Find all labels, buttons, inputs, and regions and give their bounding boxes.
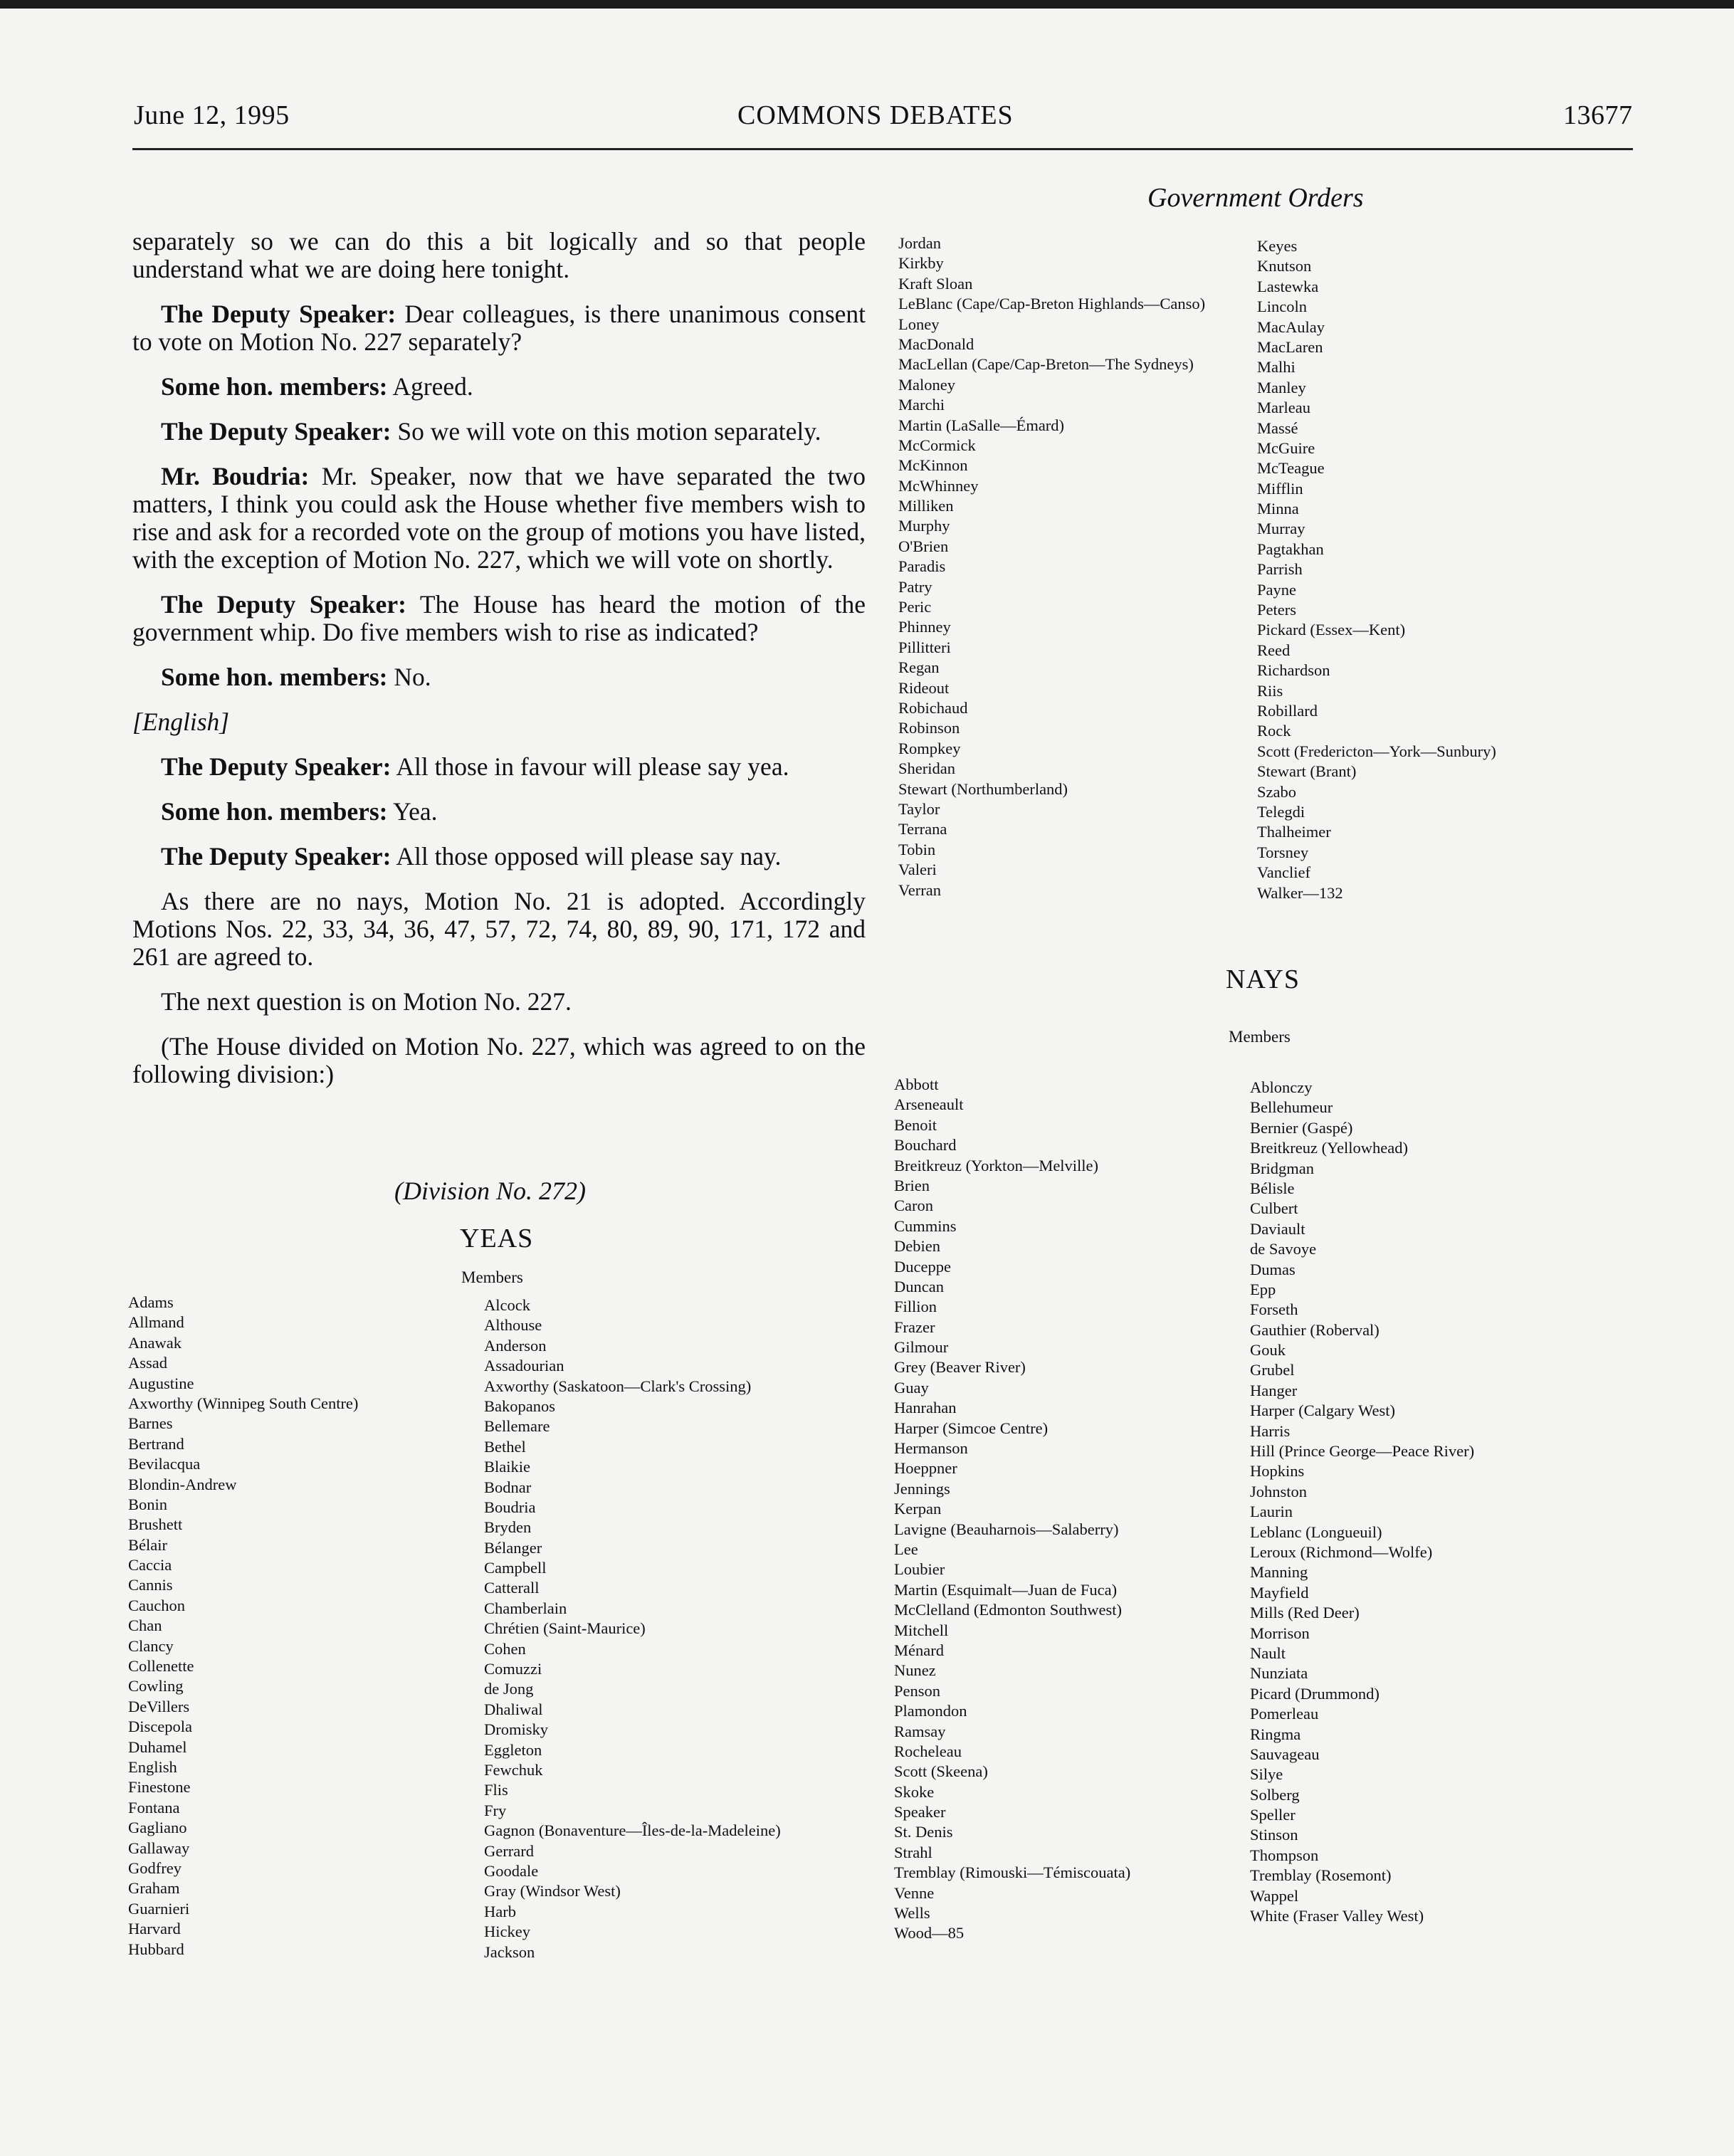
member-name: Discepola — [128, 1718, 192, 1736]
member-name: Stewart (Brant) — [1257, 762, 1357, 781]
member-name: White (Fraser Valley West) — [1250, 1907, 1424, 1925]
member-name: Axworthy (Saskatoon—Clark's Crossing) — [484, 1377, 752, 1395]
member-name: Hoeppner — [894, 1459, 957, 1478]
member-name: Wells — [894, 1904, 930, 1923]
member-name: Tremblay (Rimouski—Témiscouata) — [894, 1863, 1131, 1882]
member-name: Caccia — [128, 1556, 172, 1574]
member-name: McGuire — [1257, 438, 1315, 457]
member-name: Hickey — [484, 1923, 530, 1941]
nays-members-label: Members — [1229, 1028, 1291, 1046]
member-name: Richardson — [1257, 661, 1330, 680]
member-name: Mills (Red Deer) — [1250, 1604, 1360, 1622]
member-name: Robinson — [898, 719, 960, 737]
paragraph-text: Agreed. — [392, 372, 473, 401]
member-name: St. Denis — [894, 1823, 953, 1841]
debate-paragraph — [132, 418, 866, 446]
member-name: Chan — [128, 1616, 162, 1635]
member-name: Axworthy (Winnipeg South Centre) — [128, 1394, 359, 1412]
debate-paragraph — [132, 988, 866, 1016]
paragraph-text: The House has heard the motion of the government whip. Do five members wish to rise as indicated? — [132, 590, 866, 646]
debate-paragraph — [132, 753, 866, 781]
member-name: Grey (Beaver River) — [894, 1358, 1026, 1377]
speaker-name: The Deputy Speaker: — [161, 842, 392, 871]
member-name: Debien — [894, 1237, 940, 1256]
member-name: Riis — [1257, 681, 1283, 700]
member-name: Nunziata — [1250, 1664, 1308, 1683]
member-name: Gerrard — [484, 1841, 534, 1860]
member-name: Harris — [1250, 1421, 1291, 1440]
member-name: Jennings — [894, 1479, 950, 1498]
member-name: Thalheimer — [1257, 823, 1331, 841]
member-name: Plamondon — [894, 1702, 967, 1720]
member-name: Patry — [898, 577, 932, 596]
yeas-column-2 — [484, 1295, 781, 1962]
member-name: Silye — [1250, 1765, 1283, 1784]
member-name: Maloney — [898, 375, 955, 394]
member-name: Augustine — [128, 1374, 194, 1392]
scan-top-edge — [0, 0, 1734, 9]
member-name: Tremblay (Rosemont) — [1250, 1866, 1392, 1885]
member-name: Guarnieri — [128, 1899, 190, 1918]
member-name: Harb — [484, 1902, 516, 1920]
yeas-members-label: Members — [461, 1268, 523, 1286]
member-name: Allmand — [128, 1313, 184, 1332]
member-name: Culbert — [1250, 1199, 1298, 1218]
member-name: Godfrey — [128, 1858, 182, 1877]
member-name: Robillard — [1257, 701, 1318, 720]
member-name: Venne — [894, 1883, 935, 1902]
member-name: Penson — [894, 1681, 941, 1700]
member-name: Payne — [1257, 580, 1296, 599]
member-name: Jordan — [898, 234, 941, 252]
member-name: Caron — [894, 1197, 933, 1215]
member-name: Peric — [898, 598, 932, 616]
nays-heading: NAYS — [1226, 964, 1300, 994]
member-name: Chamberlain — [484, 1599, 567, 1617]
member-name: Adams — [128, 1293, 174, 1311]
member-name: Hubbard — [128, 1940, 184, 1958]
member-name: McKinnon — [898, 456, 968, 475]
member-name: de Jong — [484, 1680, 534, 1698]
member-name: Goodale — [484, 1861, 539, 1880]
member-name: Kerpan — [894, 1500, 942, 1518]
member-name: Murray — [1257, 520, 1305, 538]
member-name: Bellemare — [484, 1417, 550, 1436]
paragraph-text: All those opposed will please say nay. — [396, 842, 782, 871]
member-name: Ablonczy — [1250, 1078, 1313, 1096]
speaker-name: The Deputy Speaker: — [161, 300, 396, 328]
paragraph-text: (The House divided on Motion No. 227, which was agreed to on the following division:) — [132, 1032, 866, 1088]
member-name: Bouchard — [894, 1136, 957, 1155]
member-name: MacLaren — [1257, 337, 1323, 356]
member-name: Daviault — [1250, 1219, 1305, 1238]
member-name: Grubel — [1250, 1361, 1295, 1379]
member-name: Clancy — [128, 1636, 174, 1655]
member-name: Frazer — [894, 1318, 935, 1336]
member-name: Manley — [1257, 378, 1306, 396]
member-name: Speaker — [894, 1803, 946, 1821]
member-name: Bélisle — [1250, 1179, 1295, 1197]
member-name: Dhaliwal — [484, 1700, 543, 1718]
member-name: Catterall — [484, 1579, 540, 1597]
member-name: Rock — [1257, 722, 1291, 740]
member-name: Rocheleau — [894, 1742, 962, 1760]
debate-paragraph — [132, 228, 866, 283]
member-name: Hanrahan — [894, 1399, 957, 1417]
member-name: Hopkins — [1250, 1462, 1305, 1481]
member-name: Hill (Prince George—Peace River) — [1250, 1442, 1475, 1461]
member-name: Gilmour — [894, 1338, 949, 1357]
member-name: Parrish — [1257, 560, 1303, 579]
member-name: Bodnar — [484, 1478, 532, 1496]
yeas-column-4 — [1257, 236, 1496, 903]
member-name: Pickard (Essex—Kent) — [1257, 621, 1406, 639]
member-name: Laurin — [1250, 1503, 1293, 1521]
member-name: Murphy — [898, 517, 950, 535]
member-name: Rideout — [898, 678, 950, 697]
header-title: COMMONS DEBATES — [737, 100, 1014, 130]
member-name: Fry — [484, 1801, 507, 1819]
speaker-name: Some hon. members: — [161, 663, 388, 691]
member-name: Guay — [894, 1378, 929, 1397]
member-name: Knutson — [1257, 257, 1312, 275]
debate-paragraph — [132, 591, 866, 646]
speaker-name: Mr. Boudria: — [161, 462, 310, 490]
speaker-name: Some hon. members: — [161, 372, 388, 401]
member-name: Bernier (Gaspé) — [1250, 1118, 1353, 1137]
member-name: Cohen — [484, 1639, 526, 1658]
member-name: Cannis — [128, 1576, 173, 1594]
member-name: Finestone — [128, 1778, 191, 1797]
member-name: Vanclief — [1257, 863, 1310, 882]
member-name: Gray (Windsor West) — [484, 1882, 621, 1900]
member-name: Althouse — [484, 1316, 542, 1335]
member-name: Duceppe — [894, 1257, 951, 1276]
member-name: Robichaud — [898, 698, 968, 717]
member-name: Bonin — [128, 1495, 168, 1513]
member-name: Lastewka — [1257, 277, 1319, 295]
member-name: Malhi — [1257, 358, 1296, 377]
member-name: Johnston — [1250, 1482, 1308, 1500]
member-name: Gauthier (Roberval) — [1250, 1320, 1380, 1339]
member-name: Martin (LaSalle—Émard) — [898, 416, 1065, 434]
member-name: Leroux (Richmond—Wolfe) — [1250, 1542, 1433, 1561]
member-name: Keyes — [1257, 237, 1298, 255]
debate-paragraphs-1 — [132, 228, 866, 691]
member-name: DeVillers — [128, 1697, 190, 1715]
member-name: Lavigne (Beauharnois—Salaberry) — [894, 1520, 1119, 1538]
paragraph-text: So we will vote on this motion separately. — [397, 417, 821, 446]
speaker-name: The Deputy Speaker: — [161, 590, 406, 619]
member-name: Marleau — [1257, 399, 1310, 417]
member-name: Bryden — [484, 1518, 532, 1537]
member-name: Leblanc (Longueuil) — [1250, 1523, 1382, 1541]
member-name: English — [128, 1757, 177, 1776]
member-name: Cauchon — [128, 1596, 185, 1614]
member-name: Bevilacqua — [128, 1455, 201, 1473]
member-name: MacLellan (Cape/Cap-Breton—The Sydneys) — [898, 355, 1194, 374]
member-name: Kraft Sloan — [898, 274, 973, 293]
member-name: Speller — [1250, 1806, 1296, 1824]
member-name: Terrana — [898, 820, 947, 838]
member-name: Comuzzi — [484, 1660, 542, 1678]
paragraph-text: Yea. — [393, 797, 438, 826]
member-name: Valeri — [898, 861, 937, 879]
member-name: Chrétien (Saint-Maurice) — [484, 1619, 646, 1638]
member-name: Bertrand — [128, 1434, 184, 1453]
member-name: Anderson — [484, 1336, 547, 1355]
member-name: Bellehumeur — [1250, 1098, 1333, 1117]
member-name: Mitchell — [894, 1621, 949, 1639]
member-name: Anawak — [128, 1333, 182, 1352]
member-name: LeBlanc (Cape/Cap-Breton Highlands—Canso) — [898, 295, 1206, 313]
yeas-heading: YEAS — [460, 1224, 534, 1253]
speaker-name: The Deputy Speaker: — [161, 752, 392, 781]
member-name: Lee — [894, 1540, 918, 1558]
member-name: MacAulay — [1257, 317, 1325, 336]
member-name: Solberg — [1250, 1785, 1300, 1804]
header-rule — [132, 148, 1633, 150]
nays-column-1 — [894, 1075, 1130, 1944]
member-name: Martin (Esquimalt—Juan de Fuca) — [894, 1580, 1118, 1599]
member-name: Szabo — [1257, 782, 1296, 801]
member-name: Walker—132 — [1257, 883, 1343, 902]
member-name: Harvard — [128, 1920, 181, 1938]
member-name: Fewchuk — [484, 1760, 543, 1779]
member-name: Bethel — [484, 1437, 526, 1456]
member-name: Thompson — [1250, 1846, 1319, 1864]
member-name: Gagliano — [128, 1819, 187, 1837]
member-name: Harper (Calgary West) — [1250, 1402, 1395, 1420]
member-name: Reed — [1257, 641, 1291, 659]
member-name: Tobin — [898, 840, 936, 858]
member-name: Abbott — [894, 1076, 939, 1093]
member-name: Scott (Skeena) — [894, 1762, 988, 1781]
member-name: Brushett — [128, 1515, 183, 1534]
paragraph-text: Mr. Speaker, now that we have separated the two matters, I think you could ask the House whether five members wish to rise and ask for a recorded vote on the group of motions you have listed, with the exception of Motion No. 227, which we will vote on shortly. — [132, 462, 866, 574]
member-name: Loney — [898, 315, 940, 333]
member-name: Milliken — [898, 497, 954, 515]
language-marker: [English] — [132, 708, 230, 736]
member-name: Manning — [1250, 1563, 1308, 1582]
member-name: Bélanger — [484, 1538, 542, 1557]
member-name: Lincoln — [1257, 298, 1307, 316]
paragraph-text: As there are no nays, Motion No. 21 is adopted. Accordingly Motions Nos. 22, 33, 34, 36, 47, 57, 72, 74, 80, 89, 90, 171, 172 and 261 are agreed to. — [132, 887, 866, 971]
member-name: Breitkreuz (Yorkton—Melville) — [894, 1156, 1099, 1174]
member-name: Verran — [898, 880, 941, 899]
member-name: Bridgman — [1250, 1159, 1314, 1177]
speaker-name: Some hon. members: — [161, 797, 388, 826]
member-name: Pagtakhan — [1257, 540, 1324, 558]
debate-paragraph — [132, 1033, 866, 1088]
debate-paragraph — [132, 663, 866, 691]
member-name: Mifflin — [1257, 479, 1303, 498]
member-name: Stewart (Northumberland) — [898, 779, 1068, 798]
member-name: Ménard — [894, 1641, 944, 1659]
member-name: Rompkey — [898, 739, 961, 757]
member-name: Sheridan — [898, 759, 955, 778]
member-name: McCormick — [898, 436, 976, 454]
member-name: Gagnon (Bonaventure—Îles-de-la-Madeleine) — [484, 1821, 781, 1840]
member-name: Pillitteri — [898, 638, 951, 656]
paragraph-text: The next question is on Motion No. 227. — [161, 987, 572, 1016]
paragraph-text: Dear colleagues, is there unanimous consent to vote on Motion No. 227 separately? — [132, 300, 866, 356]
member-name: Nault — [1250, 1644, 1286, 1662]
member-name: Dromisky — [484, 1720, 548, 1739]
member-name: Ringma — [1250, 1725, 1301, 1743]
member-name: Alcock — [484, 1296, 530, 1314]
member-name: Duncan — [894, 1277, 944, 1295]
member-name: Assad — [128, 1354, 167, 1372]
member-name: Collenette — [128, 1657, 194, 1676]
member-name: Brien — [894, 1176, 930, 1194]
nays-column-2 — [1250, 1078, 1474, 1926]
member-name: Peters — [1257, 601, 1296, 619]
member-name: Flis — [484, 1781, 508, 1799]
member-name: Skoke — [894, 1782, 935, 1801]
header-page-number: 13677 — [1563, 100, 1633, 130]
member-name: MacDonald — [898, 335, 974, 353]
member-name: Fontana — [128, 1798, 180, 1816]
member-name: Benoit — [894, 1115, 937, 1134]
member-name: Jackson — [484, 1942, 535, 1961]
member-name: Scott (Fredericton—York—Sunbury) — [1257, 742, 1496, 760]
debate-text — [132, 228, 866, 1105]
member-name: Eggleton — [484, 1740, 542, 1759]
debate-paragraph — [132, 463, 866, 574]
member-name: Loubier — [894, 1560, 945, 1579]
member-name: Arseneault — [894, 1095, 964, 1114]
member-name: Gouk — [1250, 1341, 1286, 1360]
paragraph-text: separately so we can do this a bit logically and so that people understand what we are doing here tonight. — [132, 227, 866, 283]
section-title: Government Orders — [1147, 183, 1364, 213]
debate-paragraph — [132, 798, 866, 826]
member-name: Picard (Drummond) — [1250, 1684, 1380, 1703]
member-name: Dumas — [1250, 1260, 1296, 1278]
member-name: Blondin-Andrew — [128, 1475, 237, 1493]
member-name: de Savoye — [1250, 1240, 1317, 1258]
member-name: Wood—85 — [894, 1924, 965, 1942]
member-name: Boudria — [484, 1498, 536, 1516]
member-name: Minna — [1257, 500, 1299, 518]
member-name: Bélair — [128, 1535, 167, 1554]
member-name: Pomerleau — [1250, 1705, 1319, 1723]
member-name: Massé — [1257, 419, 1298, 437]
member-name: Paradis — [898, 557, 946, 576]
member-name: O'Brien — [898, 537, 949, 555]
member-name: Forseth — [1250, 1300, 1298, 1319]
member-name: Gallaway — [128, 1839, 190, 1857]
member-name: Assadourian — [484, 1357, 564, 1375]
member-name: Regan — [898, 658, 940, 677]
yeas-column-1 — [128, 1293, 358, 1960]
member-name: Barnes — [128, 1414, 173, 1433]
member-name: Cowling — [128, 1677, 184, 1695]
member-name: Telegdi — [1257, 802, 1305, 821]
member-name: Stinson — [1250, 1826, 1298, 1844]
paragraph-text: All those in favour will please say yea. — [396, 752, 789, 781]
member-name: Hermanson — [894, 1439, 968, 1458]
member-name: Torsney — [1257, 843, 1309, 861]
paragraph-text: No. — [394, 663, 431, 691]
debate-paragraphs-2 — [132, 753, 866, 1088]
member-name: Graham — [128, 1879, 180, 1898]
header-date: June 12, 1995 — [134, 100, 290, 130]
division-number: (Division No. 272) — [394, 1177, 586, 1205]
speaker-name: The Deputy Speaker: — [161, 417, 392, 446]
member-name: McWhinney — [898, 476, 979, 495]
member-name: Strahl — [894, 1843, 932, 1861]
debate-paragraph — [132, 373, 866, 401]
member-name: Breitkreuz (Yellowhead) — [1250, 1139, 1409, 1157]
yeas-column-3 — [898, 233, 1205, 900]
member-name: Morrison — [1250, 1624, 1310, 1642]
member-name: Taylor — [898, 799, 940, 818]
member-name: Mayfield — [1250, 1583, 1309, 1602]
member-name: Fillion — [894, 1298, 937, 1316]
debate-paragraph — [132, 888, 866, 971]
debate-paragraph — [132, 843, 866, 871]
member-name: Bakopanos — [484, 1397, 555, 1415]
member-name: Campbell — [484, 1559, 547, 1577]
member-name: Epp — [1250, 1280, 1276, 1298]
member-name: Harper (Simcoe Centre) — [894, 1419, 1049, 1437]
member-name: Phinney — [898, 618, 951, 636]
member-name: Ramsay — [894, 1722, 946, 1740]
member-name: Wappel — [1250, 1886, 1299, 1905]
member-name: Sauvageau — [1250, 1745, 1320, 1763]
member-name: Blaikie — [484, 1458, 530, 1476]
member-name: Cummins — [894, 1216, 957, 1235]
debate-paragraph — [132, 300, 866, 356]
member-name: Marchi — [898, 396, 945, 414]
member-name: McClelland (Edmonton Southwest) — [894, 1601, 1122, 1619]
member-name: McTeague — [1257, 459, 1325, 478]
member-name: Duhamel — [128, 1737, 187, 1756]
member-name: Nunez — [894, 1661, 936, 1680]
member-name: Hanger — [1250, 1381, 1298, 1399]
member-name: Kirkby — [898, 254, 944, 273]
